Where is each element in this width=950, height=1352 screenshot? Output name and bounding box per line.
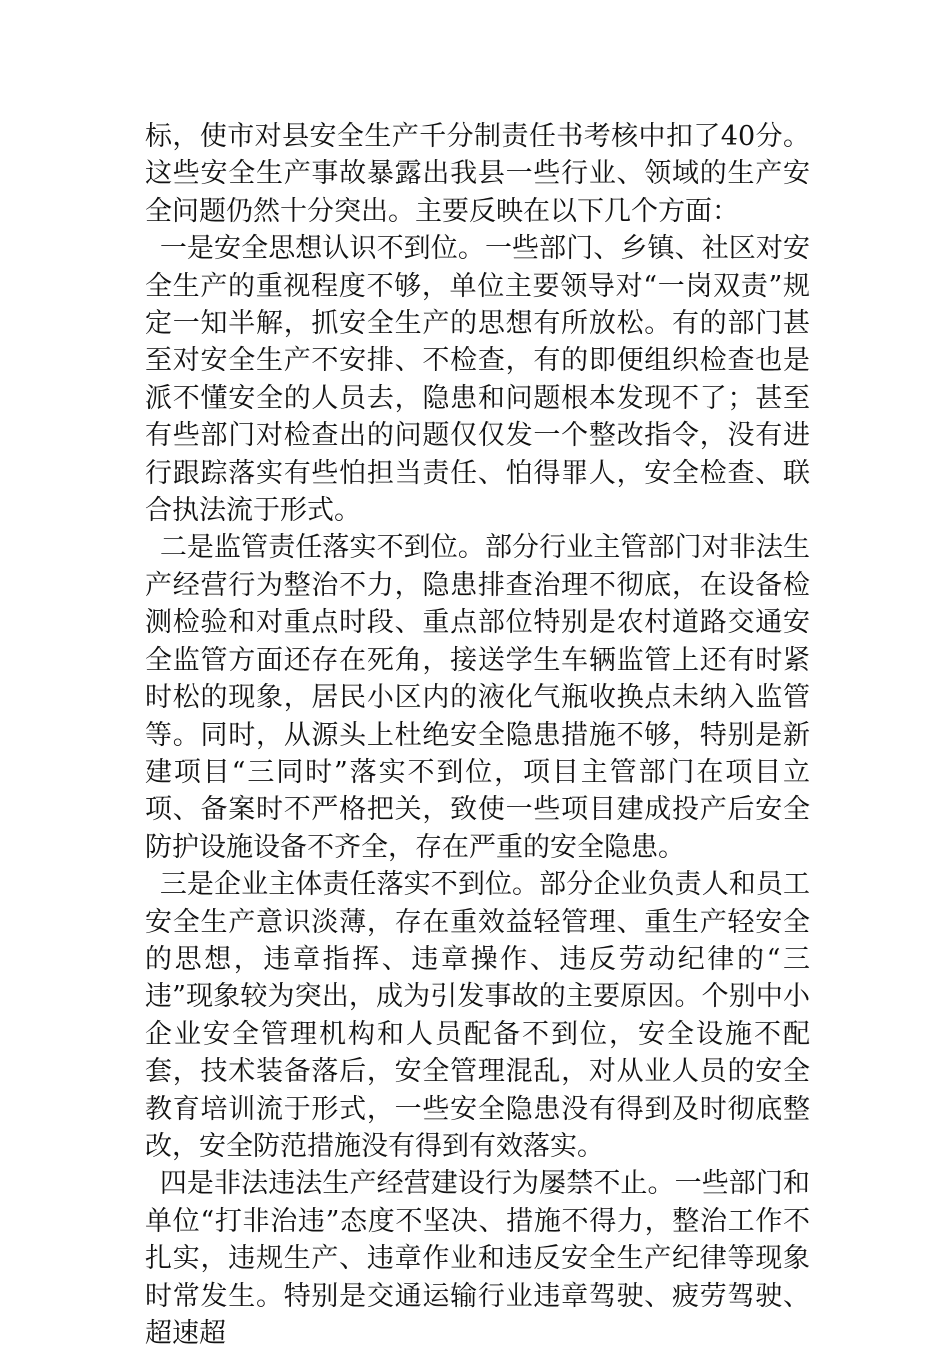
paragraph-point-two: 二是监管责任落实不到位。部分行业主管部门对非法生产经营行为整治不力，隐患排查治理不彻底，在设备检测检验和对重点时段、重点部位特别是农村道路交通安全监管方面还存在死角，接送学生车辆监管上还有时紧时松的现象，居民小区内的液化气瓶收换点未纳入监管等。同时，从源头上杜绝安全隐患措施不够，特别是新建项目“三同时”落实不到位，项目主管部门在项目立项、备案时不严格把关，致使一些项目建成投产后安全防护设施设备不齐全，存在严重的安全隐患。 (145, 532, 810, 863)
body-text (145, 118, 810, 1352)
paragraph-point-three: 三是企业主体责任落实不到位。部分企业负责人和员工安全生产意识淡薄，存在重效益轻管理、重生产轻安全的思想，违章指挥、违章操作、违反劳动纪律的“三违”现象较为突出，成为引发事故的主要原因。个别中小企业安全管理机构和人员配备不到位，安全设施不配套，技术装备落后，安全管理混乱，对从业人员的安全教育培训流于形式，一些安全隐患没有得到及时彻底整改，安全防范措施没有得到有效落实。 (145, 869, 810, 1162)
paragraph-point-four: 四是非法违法生产经营建设行为屡禁不止。一些部门和单位“打非治违”态度不坚决、措施不得力，整治工作不扎实，违规生产、违章作业和违反安全生产纪律等现象时常发生。特别是交通运输行业违章驾驶、疲劳驾驶、超速超 (145, 1168, 810, 1349)
paragraph-continuation: 标，使市对县安全生产千分制责任书考核中扣了40分。这些安全生产事故暴露出我县一些行业、领域的生产安全问题仍然十分突出。主要反映在以下几个方面： (145, 121, 810, 227)
paragraph-point-one: 一是安全思想认识不到位。一些部门、乡镇、社区对安全生产的重视程度不够，单位主要领导对“一岗双责”规定一知半解，抓安全生产的思想有所放松。有的部门甚至对安全生产不安排、不检查，有的即便组织检查也是派不懂安全的人员去，隐患和问题根本发现不了；甚至有些部门对检查出的问题仅仅发一个整改指令，没有进行跟踪落实有些怕担当责任、怕得罪人，安全检查、联合执法流于形式。 (145, 233, 810, 527)
